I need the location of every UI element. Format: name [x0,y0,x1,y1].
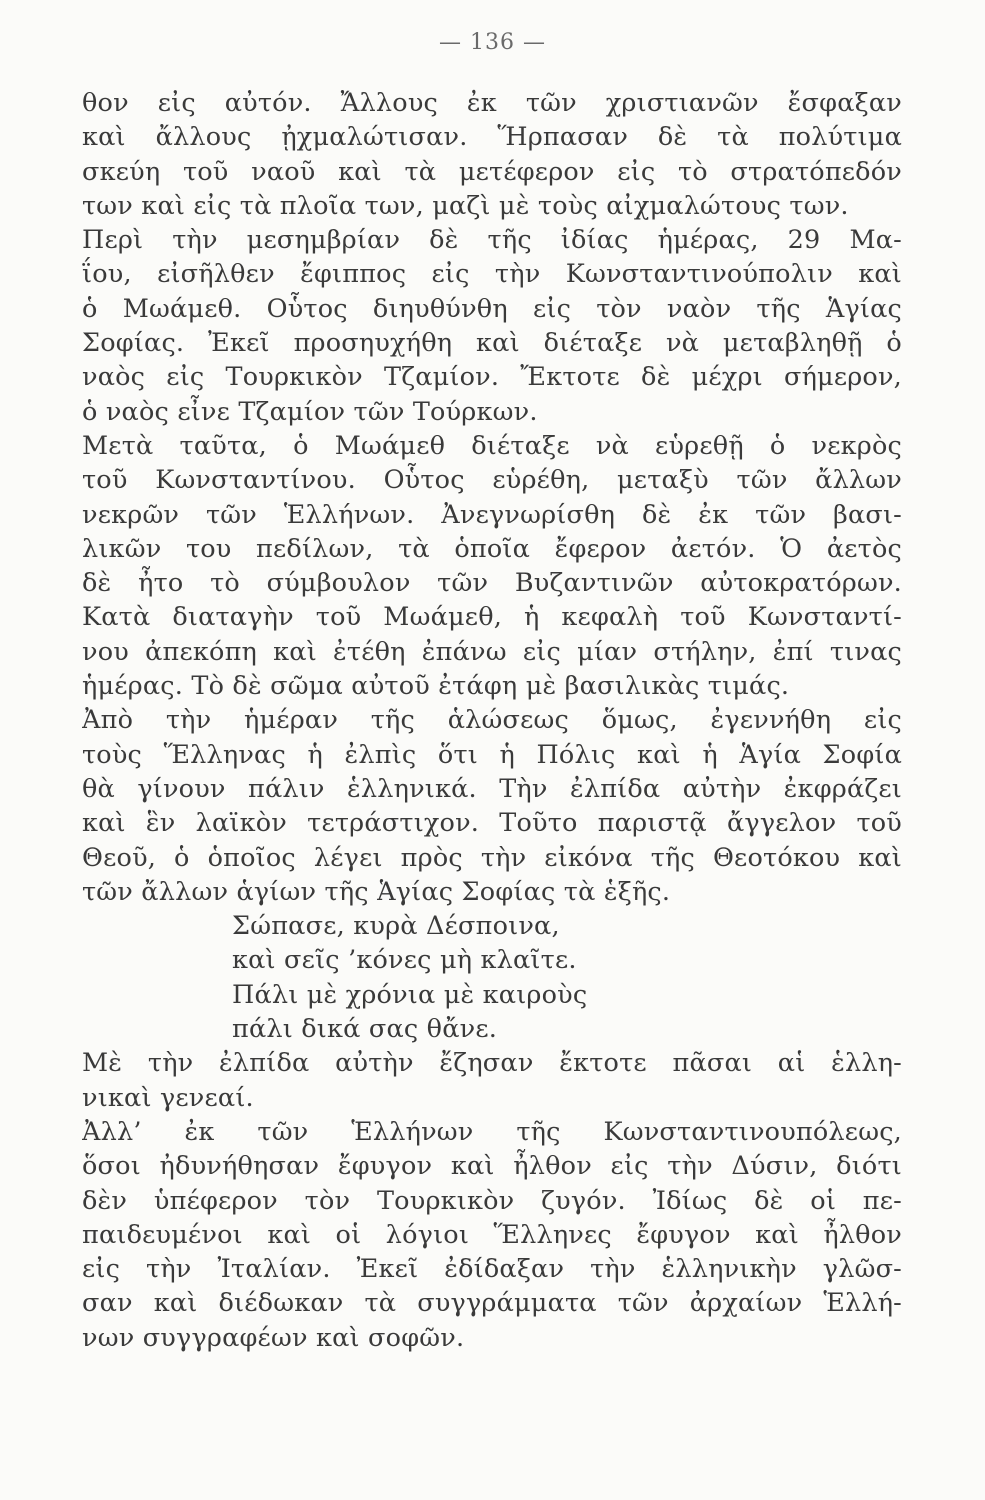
text-line: θον εἰς αὐτόν. Ἄλλους ἐκ τῶν χριστιανῶν ἔσφαξαν [82,88,902,118]
text-line: ναὸς εἰς Τουρκικὸν Τζαμίον. Ἔκτοτε δὲ μέχρι σήμερον, [82,362,902,393]
text-line: Κατὰ διαταγὴν τοῦ Μωάμεθ, ἡ κεφαλὴ τοῦ Κωνσταντί- [82,602,902,633]
text-line: εἰς τὴν Ἰταλίαν. Ἐκεῖ ἐδίδαξαν τὴν ἑλληνικὴν γλῶσ- [82,1254,902,1285]
text-line: νου ἀπεκόπη καὶ ἐτέθη ἐπάνω εἰς μίαν στήλην, ἐπί τινας [82,636,902,667]
text-line: νεκρῶν τῶν Ἑλλήνων. Ἀνεγνωρίσθη δὲ ἐκ τῶν βασι- [82,499,902,530]
text-line: λικῶν του πεδίλων, τὰ ὁποῖα ἔφερον ἀετόν. Ὁ ἀετὸς [82,533,902,564]
text-line: των καὶ εἰς τὰ πλοῖα των, μαζὶ μὲ τοὺς αἰχμαλώτους των. [82,190,849,221]
page-number: — 136 — [439,30,546,55]
poem-line: καὶ σεῖς ’κόνες μὴ κλαῖτε. [232,945,577,976]
text-line: θὰ γίνουν πάλιν ἑλληνικά. Τὴν ἐλπίδα αὐτὴν ἐκφράζει [82,773,902,804]
text-line: ὁ Μωάμεθ. Οὗτος διηυθύνθη εἰς τὸν ναὸν τῆς Ἁγίας [82,293,902,324]
text-line: Σοφίας. Ἐκεῖ προσηυχήθη καὶ διέταξε νὰ μεταβληθῇ ὁ [82,328,902,359]
text-line: δὲν ὑπέφερον τὸν Τουρκικὸν ζυγόν. Ἰδίως δὲ οἱ πε- [82,1185,902,1216]
text-line: Περὶ τὴν μεσημβρίαν δὲ τῆς ἰδίας ἡμέρας, 29 Μα- [82,225,902,256]
text-line: σκεύη τοῦ ναοῦ καὶ τὰ μετέφερον εἰς τὸ στρατόπεδόν [82,156,902,187]
poem-line: Σώπασε, κυρὰ Δέσποινα, [232,911,560,942]
text-line: Θεοῦ, ὁ ὁποῖος λέγει πρὸς τὴν εἰκόνα τῆς Θεοτόκου καὶ [82,842,902,873]
text-line: Μετὰ ταῦτα, ὁ Μωάμεθ διέταξε νὰ εὑρεθῇ ὁ νεκρὸς [82,430,902,461]
text-line: ἡμέρας. Τὸ δὲ σῶμα αὐτοῦ ἐτάφη μὲ βασιλικὰς τιμάς. [82,671,790,702]
poem-line: πάλι δικά σας θἄνε. [232,1014,498,1045]
text-line: καὶ ἄλλους ᾐχμαλώτισαν. Ἥρπασαν δὲ τὰ πολύτιμα [82,122,902,153]
text-line: νων συγγραφέων καὶ σοφῶν. [82,1322,465,1353]
poem-line: Πάλι μὲ χρόνια μὲ καιροὺς [232,979,588,1010]
text-line: ΐου, εἰσῆλθεν ἔφιππος εἰς τὴν Κωνσταντινούπολιν καὶ [82,259,902,290]
text-line: τῶν ἄλλων ἁγίων τῆς Ἁγίας Σοφίας τὰ ἑξῆς. [82,876,671,907]
text-line: ὁ ναὸς εἶνε Τζαμίον τῶν Τούρκων. [82,396,538,427]
text-line: ὅσοι ἠδυνήθησαν ἔφυγον καὶ ἦλθον εἰς τὴν Δύσιν, διότι [82,1151,902,1182]
text-line: παιδευμένοι καὶ οἱ λόγιοι Ἕλληνες ἔφυγον καὶ ἦλθον [82,1219,902,1250]
text-line: καὶ ἓν λαϊκὸν τετράστιχον. Τοῦτο παριστᾷ ἄγγελον τοῦ [82,808,902,839]
text-line: σαν καὶ διέδωκαν τὰ συγγράμματα τῶν ἀρχαίων Ἑλλή- [82,1288,902,1319]
text-line: νικαὶ γενεαί. [82,1082,254,1113]
text-line: Ἀλλ’ ἐκ τῶν Ἑλλήνων τῆς Κωνσταντινουπόλεως, [82,1116,902,1147]
text-line: τοῦ Κωνσταντίνου. Οὗτος εὑρέθη, μεταξὺ τῶν ἄλλων [82,465,902,496]
text-line: τοὺς Ἕλληνας ἡ ἐλπὶς ὅτι ἡ Πόλις καὶ ἡ Ἁγία Σοφία [82,739,902,770]
text-line: δὲ ἦτο τὸ σύμβουλον τῶν Βυζαντινῶν αὐτοκρατόρων. [82,568,902,599]
text-line: Μὲ τὴν ἐλπίδα αὐτὴν ἔζησαν ἔκτοτε πᾶσαι αἱ ἑλλη- [82,1048,902,1079]
text-line: Ἀπὸ τὴν ἡμέραν τῆς ἁλώσεως ὅμως, ἐγεννήθη εἰς [82,705,902,736]
page-text [82,86,902,1355]
